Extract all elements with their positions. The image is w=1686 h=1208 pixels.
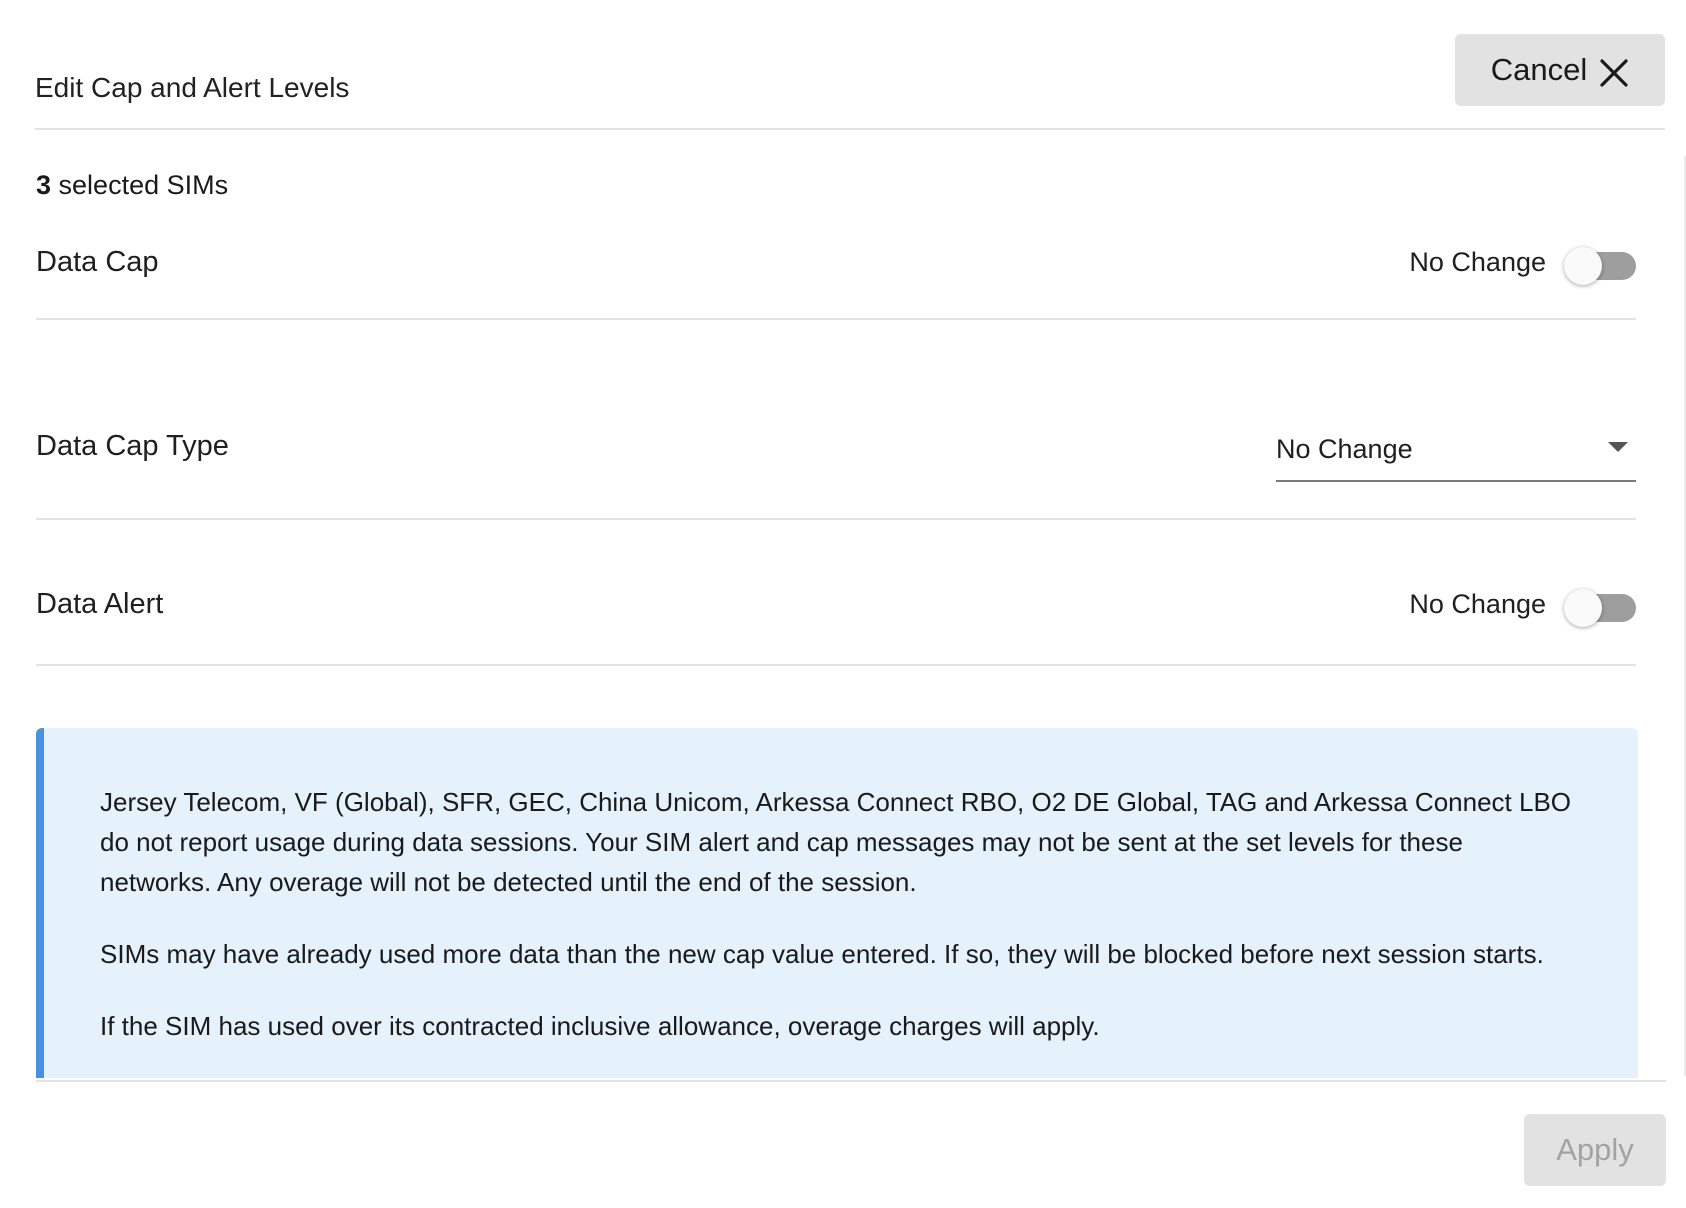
- data-alert-row: [36, 520, 1636, 666]
- info-notice: [36, 728, 1638, 1078]
- selected-count-suffix: selected SIMs: [51, 170, 229, 200]
- chevron-down-icon: [1608, 442, 1628, 452]
- data-cap-state-label: No Change: [1409, 246, 1546, 277]
- info-paragraph-blocked: SIMs may have already used more data than the new cap value entered. If so, they will be blocked before next session starts.: [100, 939, 1544, 969]
- data-cap-type-label: Data Cap Type: [36, 430, 229, 462]
- selected-sims-count: [36, 168, 228, 202]
- data-cap-toggle[interactable]: [1564, 244, 1636, 280]
- data-cap-toggle-thumb: [1564, 247, 1602, 285]
- info-paragraph-networks: Jersey Telecom, VF (Global), SFR, GEC, China Unicom, Arkessa Connect RBO, O2 DE Global, TAG and Arkessa Connect LBO do not report usage during data sessions. Your SIM alert and cap messages may not be sent at the set levels for these networks. Any overage will not be detected until the end of the session.: [100, 787, 1572, 897]
- dialog-title: Edit Cap and Alert Levels: [35, 72, 350, 103]
- data-alert-toggle[interactable]: [1564, 586, 1636, 622]
- data-cap-type-value: No Change: [1276, 434, 1413, 464]
- selected-count-number: 3: [36, 170, 52, 200]
- cancel-button[interactable]: [1455, 34, 1665, 106]
- data-cap-type-select[interactable]: [1276, 426, 1636, 482]
- data-alert-label: Data Alert: [36, 588, 164, 620]
- info-paragraph-overage: If the SIM has used over its contracted inclusive allowance, overage charges will apply.: [100, 1011, 1100, 1041]
- cancel-button-label: Cancel: [1490, 52, 1588, 87]
- close-icon: [1599, 58, 1629, 88]
- data-alert-control: [1409, 586, 1636, 622]
- footer-divider: [36, 1080, 1666, 1082]
- data-cap-type-row: [36, 320, 1636, 520]
- data-alert-toggle-thumb: [1564, 589, 1602, 627]
- data-cap-row: [36, 210, 1636, 320]
- apply-button[interactable]: Apply: [1524, 1114, 1666, 1186]
- data-cap-control: [1409, 244, 1636, 280]
- data-cap-label: Data Cap: [36, 246, 159, 278]
- dialog-header: [35, 34, 1665, 130]
- data-alert-state-label: No Change: [1409, 588, 1546, 619]
